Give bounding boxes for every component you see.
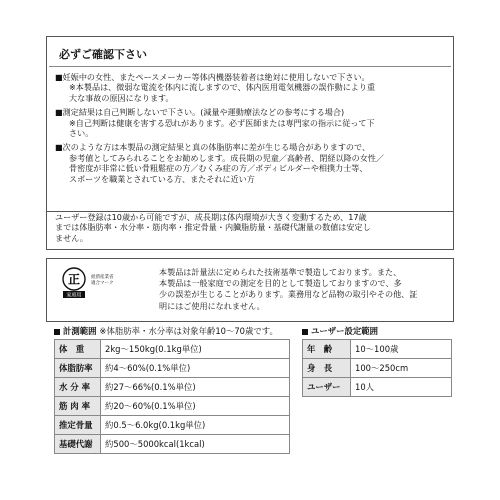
row-value: 10～100歳: [351, 340, 452, 359]
table-row: [55, 416, 290, 435]
note-line: までは体脂肪率・水分率・筋肉率・推定骨量・内臓脂肪量・基礎代謝量の数値は安定し: [55, 222, 371, 233]
row-label: 水 分 率: [55, 378, 101, 397]
cert-line: 本製品は一般家庭での測定を目的として製造しておりますので、多: [159, 278, 402, 289]
row-value: 約27～66%(0.1%単位): [101, 378, 290, 397]
table-row: [55, 435, 290, 454]
warning-note: 大な事故の原因になります。: [69, 92, 174, 103]
cert-line: 明にはご使用になれません。: [159, 300, 265, 311]
table-row: [303, 359, 452, 378]
measurement-note: ※体脂肪率・水分率は対象年齢10～70歳です。: [99, 326, 278, 336]
warning-item: [47, 107, 453, 138]
warning-text: ■測定結果は自己判断しないで下さい。(減量や運動療法などの参考にする場合): [55, 107, 345, 118]
row-value: 2kg～150kg(0.1kg単位): [101, 340, 290, 359]
square-bullet-icon: [302, 329, 308, 335]
row-label: 体 重: [55, 340, 101, 359]
row-value: 10人: [351, 378, 452, 397]
warning-note: スポーツを職業とされている方、またそれに近い方: [69, 173, 255, 184]
measurement-table: [54, 339, 290, 454]
row-value: 100～250cm: [351, 359, 452, 378]
row-label: 体脂肪率: [55, 359, 101, 378]
warning-note: さい。: [69, 128, 94, 139]
user-settings-table: [302, 339, 452, 397]
row-value: 約500～5000kcal(1kcal): [101, 435, 290, 454]
certification-caption: [91, 275, 119, 287]
row-value: 約0.5～6.0kg(0.1kg単位): [101, 416, 290, 435]
row-label: 年 齢: [303, 340, 351, 359]
cert-line: 少の誤差が生じることがあります。業務用など品物の取引やその他、証: [159, 289, 418, 300]
table-row: [55, 340, 290, 359]
user-settings-heading: [302, 325, 378, 337]
warning-note: 参考値としてみられることをお勧めします。成長期の児童／高齢者、閉経以降の女性／: [69, 152, 385, 163]
table-row: [55, 359, 290, 378]
warning-text: ■次のような方は本製品の測定結果と真の体脂肪率に差が生じる場合がありますので、: [55, 142, 371, 153]
logo-mark-text: 正: [67, 272, 81, 287]
logo-sub-text: 家庭用: [66, 292, 82, 299]
heading-label: ユーザー設定範囲: [311, 326, 378, 336]
heading-label: 計測範囲: [63, 326, 97, 336]
row-value: 約20～60%(0.1%単位): [101, 397, 290, 416]
row-label: 基礎代謝: [55, 435, 101, 454]
caption-line: 適合マーク: [91, 281, 114, 286]
cert-line: 本製品は計量法に定められた技術基準で製造しております。また、: [159, 267, 402, 277]
row-value: 約4～60%(0.1%単位): [101, 359, 290, 378]
square-bullet-icon: [54, 329, 60, 335]
user-registration-note: [46, 206, 454, 250]
caption-line: 経済産業省: [91, 275, 114, 280]
warning-note: ※自己判断は健康を害する恐れがあります。必ず医師または専門家の指示に従って下: [69, 117, 375, 128]
table-row: [55, 378, 290, 397]
warning-box: [46, 36, 454, 212]
row-label: 推定骨量: [55, 416, 101, 435]
warning-item: [47, 142, 453, 184]
warning-text: ■妊娠中の女性、またペースメーカー等体内機器装着者は絶対に使用しないで下さい。: [55, 72, 370, 82]
warning-title: 必ずご確認下さい: [49, 37, 451, 67]
note-line: ユーザー登録は10歳から可能ですが、成長期は体内環境が大きく変動するため、17歳: [55, 212, 367, 222]
row-label: ユーザー: [303, 378, 351, 397]
row-label: 筋 肉 率: [55, 397, 101, 416]
warning-note: 骨密度が非常に低い骨粗鬆症の方／むくみ症の方／ボディビルダーや相撲力士等、: [69, 163, 368, 174]
certification-text: [159, 267, 449, 312]
table-row: [55, 397, 290, 416]
table-row: [303, 340, 452, 359]
table-row: [303, 378, 452, 397]
certification-mark-icon: [57, 265, 91, 299]
warning-item: [47, 72, 453, 103]
note-line: ません。: [55, 232, 88, 243]
row-label: 身 長: [303, 359, 351, 378]
warning-note: ※本製品は、微弱な電流を体内に流しますので、体内医用電気機器の誤作動により重: [69, 82, 376, 93]
measurement-heading: [54, 325, 278, 337]
certification-box: [46, 258, 454, 322]
